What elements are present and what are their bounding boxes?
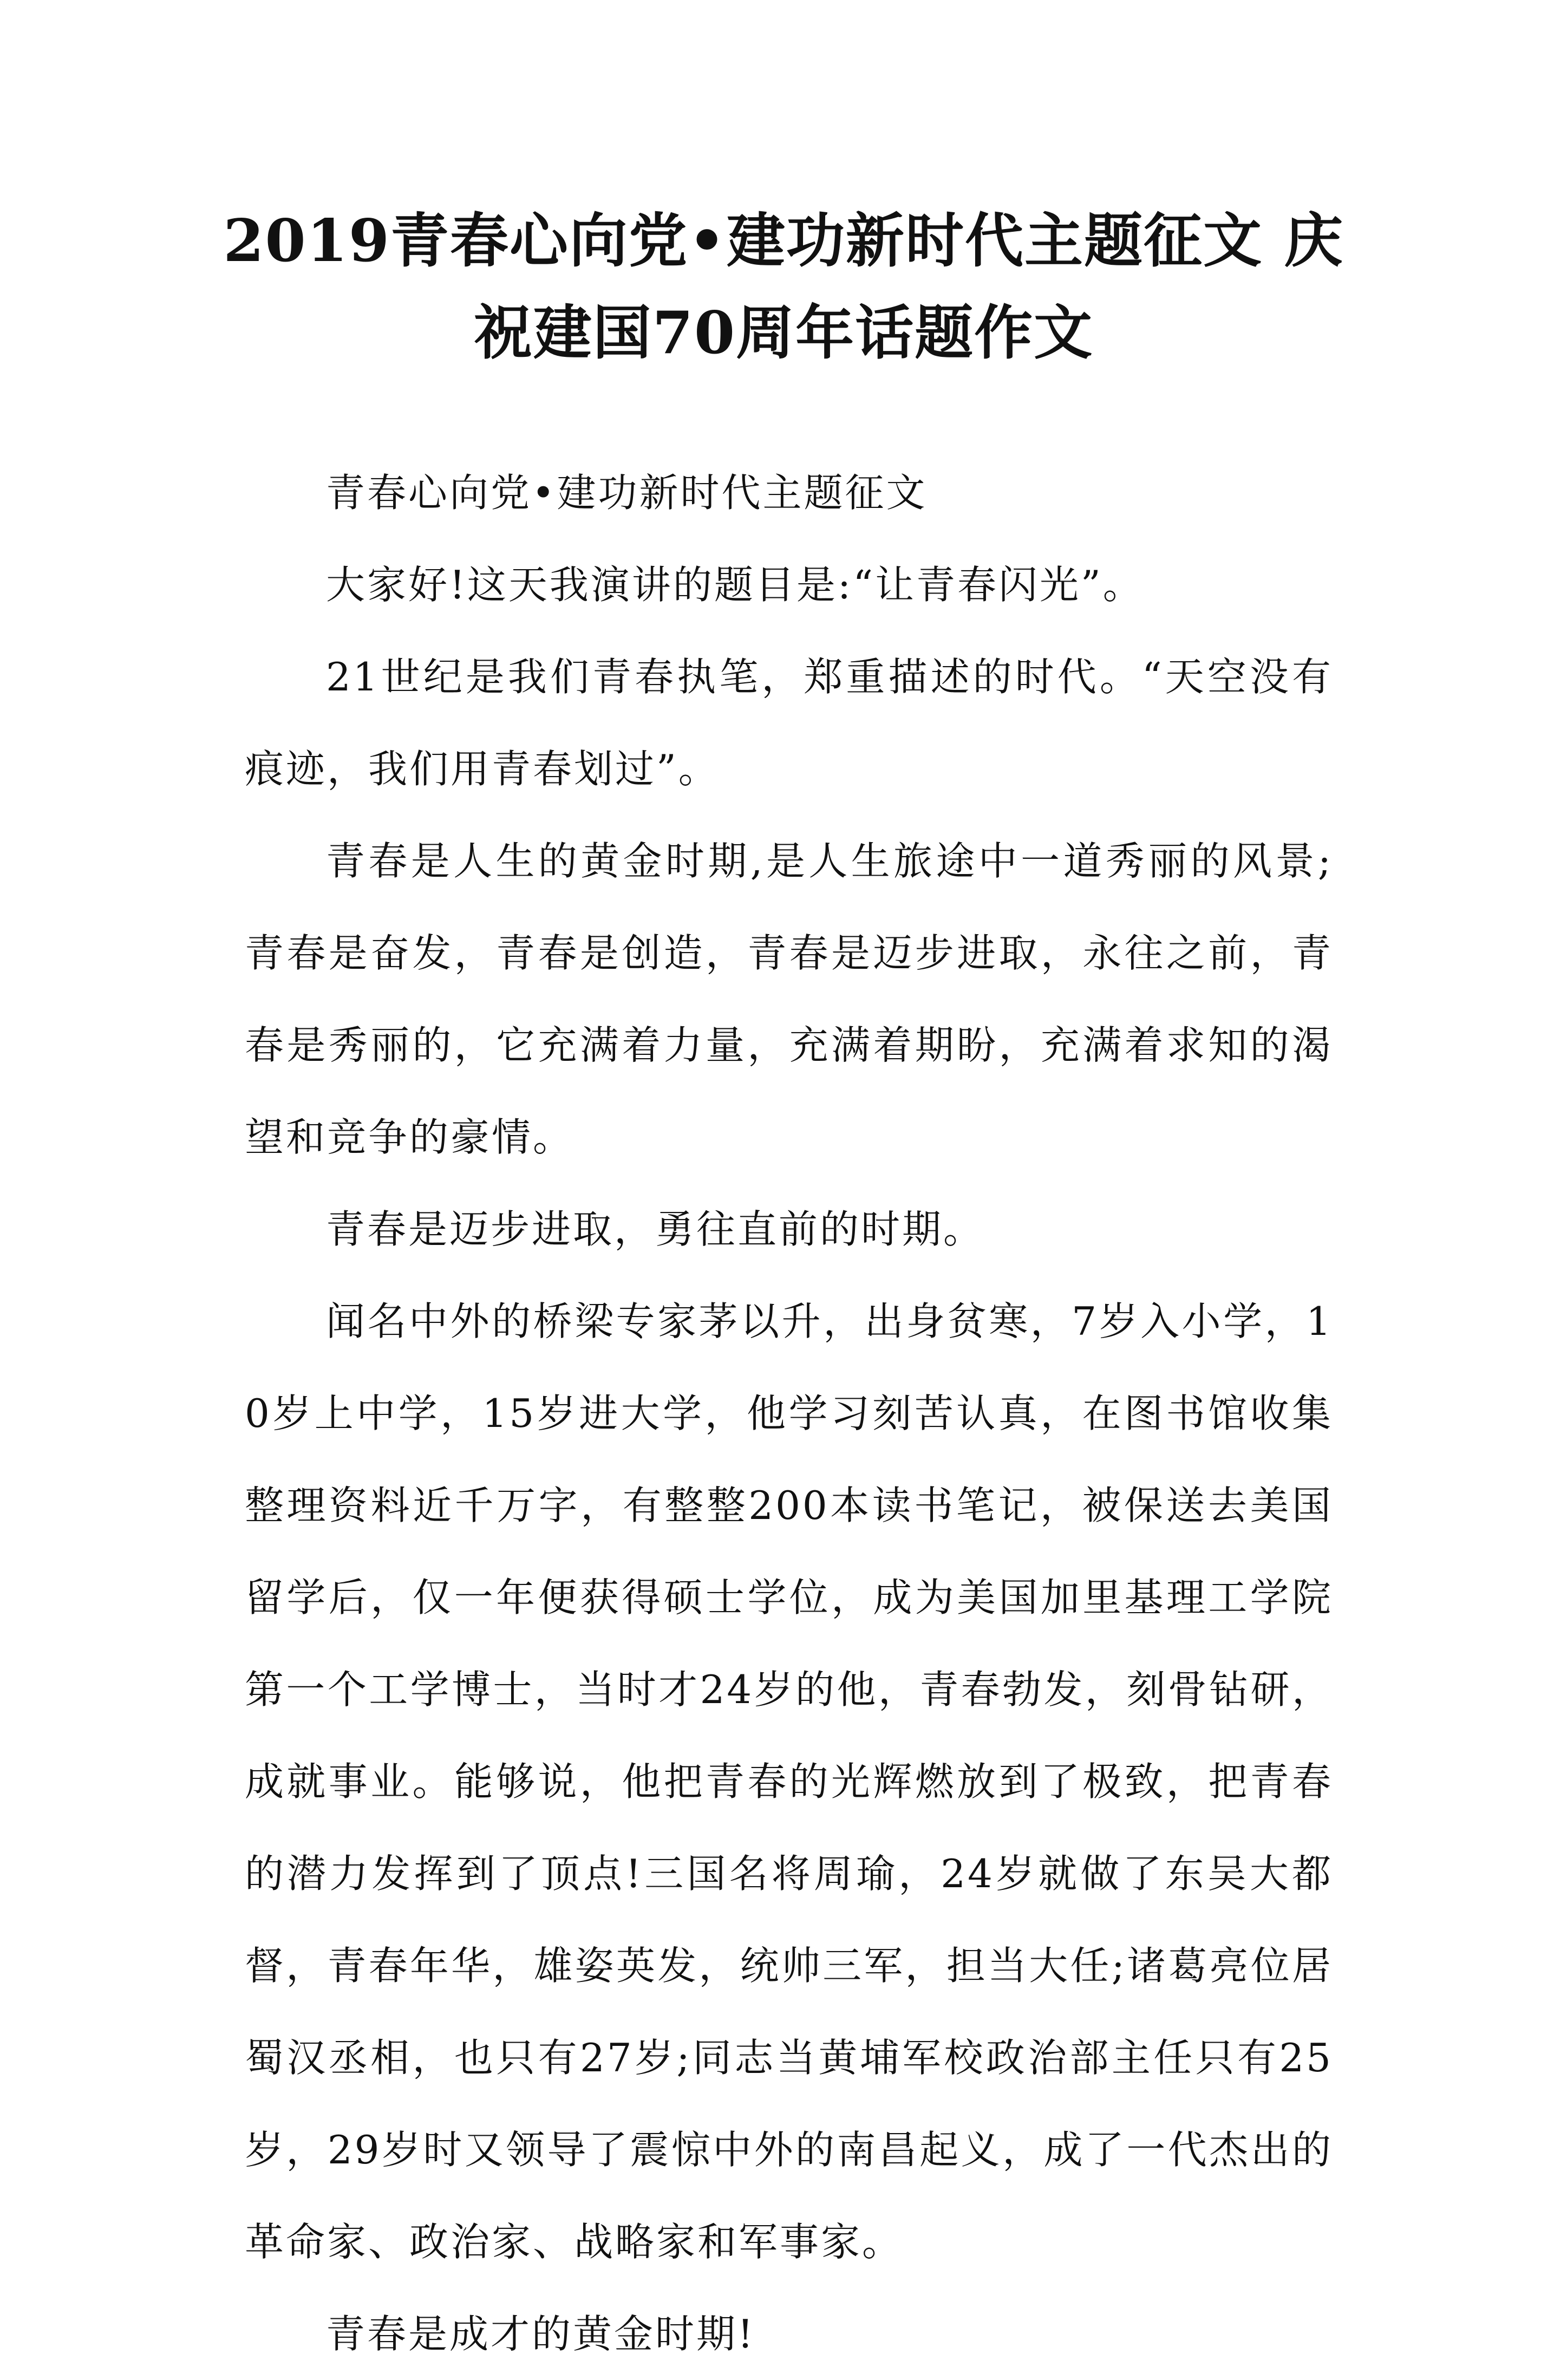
title-line-2: 祝建国70周年话题作文 [473,299,1094,367]
document-body [245,447,1333,2380]
title-line-1: 2019青春心向党•建功新时代主题征文 庆 [223,207,1344,275]
paragraph-forward: 青春是迈步进取，勇往直前的时期。 [326,1207,985,1252]
paragraph-examples: 闻名中外的桥梁专家茅以升，出身贫寒，7岁入小学，10岁上中学，15岁进大学，他学习刻苦认真，在图书馆收集整理资料近千万字，有整整200本读书笔记，被保送去美国留学后，仅一年便获得硕士学位，成为美国加里基理工学院第一个工学博士，当时才24岁的他，青春勃发，刻骨钻研，成就事业。能够说，他把青春的光辉燃放到了极致，把青春的潜力发挥到了顶点!三国名将周瑜，24岁就做了东吴大都督，青春年华，雄姿英发，统帅三军，担当大任;诸葛亮位居蜀汉丞相，也只有27岁;同志当黄埔军校政治部主任只有25岁，29岁时又领导了震惊中外的南昌起义，成了一代杰出的革命家、政治家、战略家和军事家。 [245,1299,1333,2265]
paragraph-golden-period: 青春是人生的黄金时期,是人生旅途中一道秀丽的风景;青春是奋发，青春是创造，青春是迈步进取，永往之前，青春是秀丽的，它充满着力量，充满着期盼，充满着求知的渴望和竞争的豪情。 [245,838,1333,1160]
paragraph-subtitle: 青春心向党•建功新时代主题征文 [326,470,928,516]
paragraph-century: 21世纪是我们青春执笔，郑重描述的时代。“天空没有痕迹，我们用青春划过”。 [245,654,1333,792]
paragraph-conclusion: 青春是成才的黄金时期! [326,2311,755,2357]
document-title [206,195,1361,379]
paragraph-greeting: 大家好!这天我演讲的题目是:“让青春闪光”。 [326,562,1144,608]
